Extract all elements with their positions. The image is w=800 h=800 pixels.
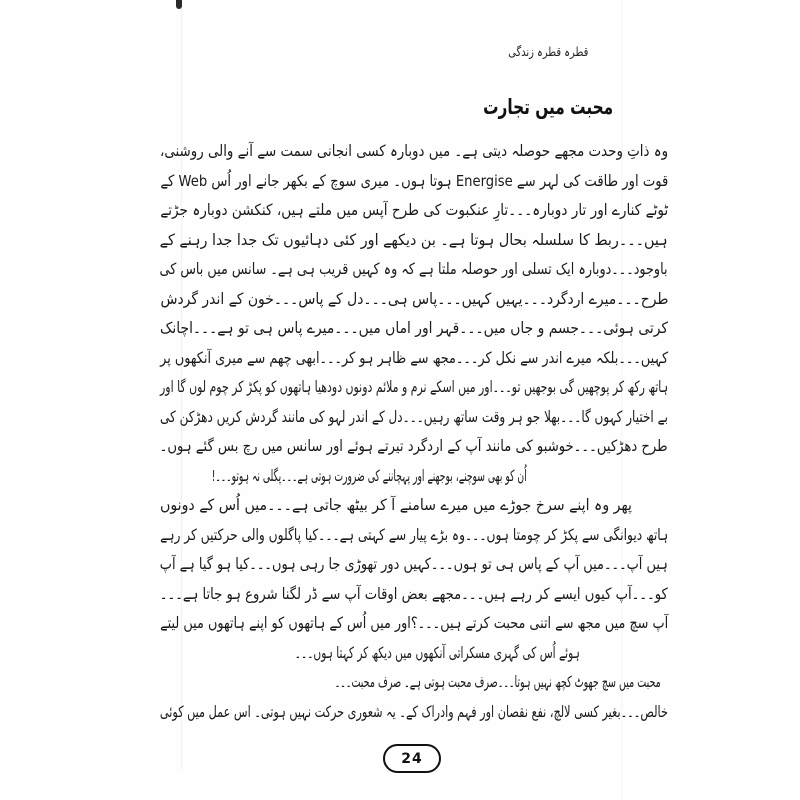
text-line-content: کہیں۔۔۔بلکہ میرے اندر سے نکل کر۔۔۔مجھ سے ظاہر ہو کر۔۔۔ابھی چھم سے میری آنکھوں پر [160, 348, 668, 367]
text-line [295, 639, 580, 669]
text-line [160, 432, 668, 462]
text-line-content: خالص۔۔۔بغیر کسی لالچ، نفع نقصان اور فہم وادراک کے۔ یہ شعوری حرکت نہیں ہوتی۔ اس عمل میں کوئی [160, 702, 668, 721]
chapter-title [483, 90, 613, 124]
text-line [160, 609, 668, 639]
running-header [508, 42, 588, 62]
text-line [160, 196, 668, 226]
text-line-content: ہاتھ دیوانگی سے پکڑ کر چومتا ہوں۔۔۔وہ بڑے پیار سے کہتی ہے۔۔۔کیا پاگلوں والی حرکتیں کر رہے [160, 525, 668, 544]
text-line [160, 226, 668, 256]
text-line-content: قوت اور طاقت کی لہر سے Energise ہوتا ہوں۔ میری سوچ کے بکھر جانے اور اُس Web کے [160, 171, 668, 190]
text-line [335, 668, 661, 698]
text-line [160, 255, 668, 285]
text-line-content: پھر وہ اپنے سرخ جوڑے میں میرے سامنے آ کر بیٹھ جاتی ہے۔۔۔میں اُس کے دونوں [160, 496, 632, 514]
text-line-content: ہیں آپ۔۔۔میں آپ کے پاس ہی تو ہوں۔۔۔کہیں دور تھوڑی جا رہی ہوں۔۔۔کیا ہو گیا ہے آپ [159, 555, 668, 573]
text-line [212, 462, 527, 492]
text-line [160, 403, 668, 433]
text-line [160, 550, 668, 580]
text-line [160, 373, 668, 403]
text-line [160, 285, 668, 315]
text-line [160, 167, 668, 197]
text-line-content: محبت میں سچ جھوٹ کچھ نہیں ہوتا۔۔۔صرف محبت ہوتی ہے۔ صرف محبت۔۔۔ [335, 673, 661, 691]
text-line-content: اُن کو بھی سوچنے، بوجھنے اور پہچاننے کی ضرورت ہوتی ہے۔۔۔پگلی نہ ہوتو۔۔۔! [212, 466, 527, 485]
text-line-content: آپ سچ میں مجھ سے اتنی محبت کرتے ہیں۔۔۔؟اور میں اُس کے ہاتھوں کو اپنے ہاتھوں میں لیتے [160, 614, 668, 632]
text-line-content: طرح۔۔۔میرے اردگرد۔۔۔یہیں کہیں۔۔۔پاس ہی۔۔۔دل کے پاس۔۔۔خون کے اندر گردش [160, 289, 668, 308]
text-line-content: باوجود۔۔۔دوبارہ ایک تسلی اور حوصلہ ملتا ہے کہ وہ کہیں قریب ہی ہے۔ سانس میں باس کی [160, 260, 668, 278]
page-number-badge [383, 744, 441, 773]
text-line [160, 698, 668, 728]
text-line-content: وہ ذاتِ وحدت مجھے حوصلہ دیتی ہے۔ میں دوبارہ کسی انجانی سمت سے آنے والی روشنی، [160, 142, 668, 160]
text-line-content: طرح دھڑکیں۔۔۔خوشبو کی مانند آپ کے اردگرد تیرتے ہوئے اور سانس میں رچ بس گئے ہوں۔ [160, 437, 668, 455]
text-line-content: ہوئے اُس کی گہری مسکراتی آنکھوں میں دیکھ کر کہتا ہوں۔۔۔ [295, 643, 580, 662]
text-line [160, 521, 668, 551]
text-line-content: کو۔۔۔آپ کیوں ایسے کر رہے ہیں۔۔۔مجھے بعض اوقات آپ سے ڈر لگنا شروع ہو جاتا ہے۔۔۔ [160, 584, 668, 603]
text-line-content: ہیں۔۔۔ربط کا سلسلہ بحال ہوتا ہے۔ بن دیکھے اور کئی دہائیوں تک جدا جدا رہنے کے [160, 230, 668, 249]
running-header-text: قطرہ قطرہ زندگی [508, 44, 588, 59]
text-line [160, 344, 668, 374]
text-line-content: ٹوٹے کنارے اور تار دوبارہ۔۔۔تارِ عنکبوت کی طرح آپس میں ملتے ہیں، کنکشن دوبارہ جڑتے [160, 201, 668, 219]
text-line-content: کرتی ہوئی۔۔۔جسم و جاں میں۔۔۔قہر اور اماں میں۔۔۔میرے پاس ہی تو ہے۔۔۔اچانک [160, 319, 668, 337]
text-line [160, 491, 632, 521]
text-line [160, 137, 668, 167]
text-line-content: ہاتھ رکھ کر پوچھیں گی بوجھیں تو۔۔۔اور میں اسکے نرم و ملائم دونوں دودھیا ہاتھوں کو پکڑ کر چوم لوں گا اور [160, 378, 668, 396]
text-line [160, 314, 668, 344]
body-text [160, 137, 668, 727]
text-line [160, 580, 668, 610]
page-number: 24 [401, 750, 423, 767]
scan-ink-mark [176, 0, 182, 9]
chapter-title-text: محبت میں تجارت [483, 95, 613, 119]
text-line-content: بے اختیار کہوں گا۔۔۔بھلا جو ہر وقت ساتھ رہیں۔۔۔دل کے اندر لہو کی مانند گردش کریں دھڑکن کی [160, 407, 668, 426]
